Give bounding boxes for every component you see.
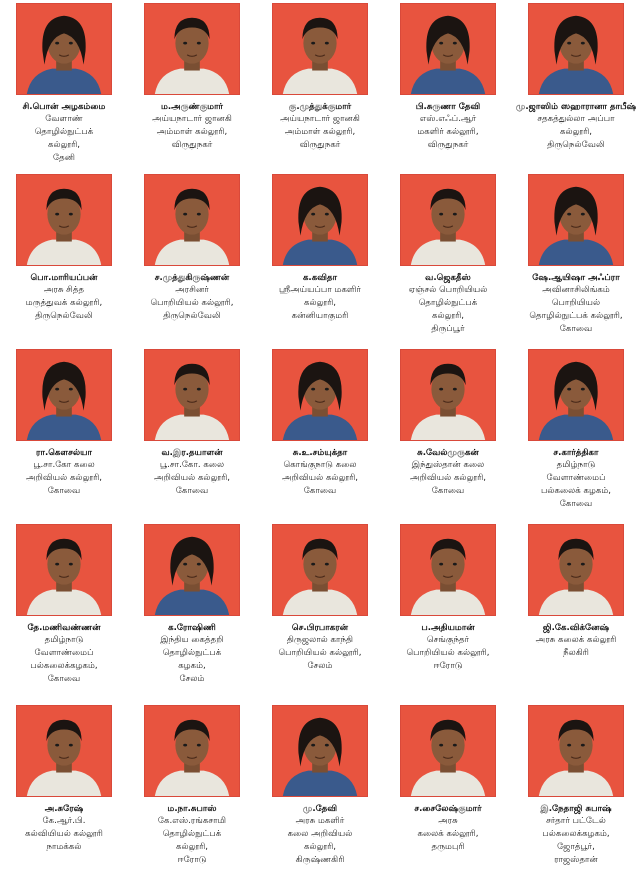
student-name: கு.முத்துக்குமார் <box>288 102 352 112</box>
student-institution-line: சேலம் <box>307 661 333 671</box>
student-institution-line: வேளாண் <box>45 114 83 124</box>
student-institution-line: வேளாண்மைப் <box>546 473 606 483</box>
student-card <box>0 346 128 521</box>
portrait-silhouette-icon <box>401 525 495 615</box>
portrait-silhouette-icon <box>145 350 239 440</box>
student-institution-line: சர்தார் பட்டேல் <box>546 816 606 826</box>
student-name: ப.அதியமான் <box>421 623 475 633</box>
student-institution-line: கோவை <box>303 486 337 496</box>
portrait-silhouette-icon <box>17 4 111 94</box>
student-photo <box>144 174 240 266</box>
portrait-silhouette-icon <box>401 706 495 796</box>
student-card <box>512 171 640 346</box>
student-photo <box>400 174 496 266</box>
student-photo <box>528 705 624 797</box>
student-photo <box>144 3 240 95</box>
student-institution-line: அறிவியல் கல்லூரி, <box>153 473 231 483</box>
student-card <box>128 0 256 171</box>
student-card <box>128 171 256 346</box>
student-photo <box>16 705 112 797</box>
student-institution-line: அறிவியல் கல்லூரி, <box>25 473 103 483</box>
student-photo <box>272 3 368 95</box>
student-institution-line: இந்திய கைத்தறி <box>160 635 224 645</box>
student-institution-line: அம்மாள் கல்லூரி, <box>156 127 228 137</box>
student-institution-line: திருநெல்வேலி <box>547 140 605 150</box>
student-name: ச.சைலேஷ்குமார் <box>414 804 482 814</box>
student-institution-line: எஸ்.எஃப்.ஆர் <box>419 114 477 124</box>
student-photo <box>528 174 624 266</box>
student-card <box>256 0 384 171</box>
student-institution-line: பல்கலைக்கழகம், <box>542 829 610 839</box>
student-photo <box>272 705 368 797</box>
student-institution-line: அறிவியல் கல்லூரி, <box>281 473 359 483</box>
student-institution-line: கல்லூரி, <box>303 298 337 308</box>
student-institution-line: ஈரோடு <box>177 855 207 865</box>
student-card <box>128 521 256 702</box>
student-institution-line: அரசினர் <box>175 285 209 295</box>
portrait-silhouette-icon <box>273 350 367 440</box>
student-photo <box>400 524 496 616</box>
student-institution-line: அவினாசிலிங்கம் <box>542 285 610 295</box>
portrait-silhouette-icon <box>145 525 239 615</box>
student-card <box>256 521 384 702</box>
student-institution-line: கோவை <box>175 486 209 496</box>
student-name: ஷே.ஆயிஷா அஃப்ரா <box>532 273 620 283</box>
student-institution-line: பொறியியல் கல்லூரி, <box>406 648 490 658</box>
student-institution-line: விருதுநகர் <box>427 140 469 150</box>
student-institution-line: திருஜலால் காந்தி <box>286 635 354 645</box>
student-institution-line: தமிழ்நாடு <box>556 460 596 470</box>
student-card <box>256 171 384 346</box>
student-institution-line: கல்லூரி, <box>47 140 81 150</box>
student-institution-line: தேனி <box>53 153 75 163</box>
student-institution-line: கழகம், <box>178 661 206 671</box>
student-photo <box>16 3 112 95</box>
student-name: ஜி.கே.விக்னேஷ் <box>542 623 610 633</box>
student-institution-line: அரசு மகளிர் <box>295 816 345 826</box>
student-name: ச.கார்த்திகா <box>553 448 599 458</box>
portrait-silhouette-icon <box>17 525 111 615</box>
student-institution-line: அரசு <box>438 816 458 826</box>
student-institution-line: கல்லூரி, <box>303 842 337 852</box>
student-card <box>0 521 128 702</box>
student-card <box>384 521 512 702</box>
student-institution-line: விருதுநகர் <box>171 140 213 150</box>
student-card <box>512 702 640 876</box>
student-institution-line: பொறியியல் கல்லூரி, <box>278 648 362 658</box>
student-institution-line: திருநெல்வேலி <box>163 311 221 321</box>
student-institution-line: ராஜஸ்தான் <box>554 855 598 865</box>
student-institution-line: ஈரோடு <box>433 661 463 671</box>
portrait-silhouette-icon <box>529 350 623 440</box>
student-name: வ.இர.தயாளன் <box>161 448 223 458</box>
student-photo <box>144 705 240 797</box>
student-institution-line: விருதுநகர் <box>299 140 341 150</box>
portrait-silhouette-icon <box>529 706 623 796</box>
student-card <box>256 702 384 876</box>
portrait-silhouette-icon <box>529 525 623 615</box>
student-institution-line: கே.எஸ்.ரங்கசாமி <box>157 816 227 826</box>
student-card <box>0 0 128 171</box>
portrait-silhouette-icon <box>273 4 367 94</box>
student-name: செ.பிரபாகரன் <box>291 623 349 633</box>
student-institution-line: கே.ஆர்.பி. <box>42 816 86 826</box>
student-name: க.கவிதா <box>302 273 338 283</box>
student-institution-line: மருத்துவக் கல்லூரி, <box>25 298 103 308</box>
student-photo <box>528 3 624 95</box>
student-institution-line: சதகத்துல்லா அப்பா <box>537 114 615 124</box>
student-name: தே.மணிவண்ணன் <box>27 623 101 633</box>
student-card <box>384 702 512 876</box>
student-institution-line: அய்யநாடார் ஜானகி <box>280 114 360 124</box>
student-institution-line: நாமக்கல் <box>46 842 82 852</box>
student-name: சு.வேல்முருகன் <box>417 448 479 458</box>
student-photo <box>272 174 368 266</box>
student-institution-line: கொங்குநாடு கலை <box>283 460 357 470</box>
student-name: வ.ஜெகதீஸ் <box>425 273 471 283</box>
student-institution-line: தொழில்நுட்பக் <box>34 127 94 137</box>
student-institution-line: பொறியியல் <box>551 298 601 308</box>
student-photo <box>144 349 240 441</box>
student-card <box>384 346 512 521</box>
student-name: ம.நா.சுபாஸ் <box>167 804 217 814</box>
student-institution-line: கன்னியாகுமரி <box>291 311 349 321</box>
student-institution-line: கோவை <box>47 674 81 684</box>
student-institution-line: வேளாண்மைப் <box>34 648 94 658</box>
student-institution-line: அம்மாள் கல்லூரி, <box>284 127 356 137</box>
student-photo <box>16 349 112 441</box>
student-card <box>512 521 640 702</box>
student-photo <box>400 349 496 441</box>
student-institution-line: அய்யநாடார் ஜானகி <box>152 114 232 124</box>
student-name: க.ரோஷிணி <box>168 623 216 633</box>
student-institution-line: நீலகிரி <box>563 648 589 658</box>
student-photo <box>400 705 496 797</box>
student-name: மு.தேவி <box>302 804 338 814</box>
student-institution-line: பூ.சா.கோ. கலை <box>159 460 225 470</box>
student-institution-line: கல்லூரி, <box>175 842 209 852</box>
portrait-silhouette-icon <box>401 350 495 440</box>
portrait-silhouette-icon <box>17 706 111 796</box>
student-institution-line: பல்கலைக்கழகம், <box>30 661 98 671</box>
portrait-silhouette-icon <box>273 175 367 265</box>
portrait-silhouette-icon <box>145 4 239 94</box>
student-card <box>512 0 640 171</box>
portrait-silhouette-icon <box>273 706 367 796</box>
student-name: ச.முத்துகிருஷ்ணன் <box>154 273 230 283</box>
student-name: சு.உ.சம்யுக்தா <box>292 448 348 458</box>
student-institution-line: தமிழ்நாடு <box>44 635 84 645</box>
portrait-silhouette-icon <box>273 525 367 615</box>
student-name: ரா.கௌசல்யா <box>36 448 92 458</box>
student-photo <box>16 174 112 266</box>
student-photo <box>400 3 496 95</box>
student-institution-line: தொழில்நுட்பக் <box>162 829 222 839</box>
student-institution-line: அரசு சித்த <box>43 285 85 295</box>
student-institution-line: மகளிர் கல்லூரி, <box>417 127 479 137</box>
student-card <box>128 702 256 876</box>
student-institution-line: பூ.சா.கோ கலை <box>33 460 95 470</box>
student-institution-line: இந்துஸ்தான் கலை <box>411 460 485 470</box>
student-photo <box>272 349 368 441</box>
student-institution-line: திருப்பூர் <box>431 324 465 334</box>
student-photo <box>272 524 368 616</box>
student-name: ம.அருண்குமார் <box>160 102 224 112</box>
student-institution-line: தொழில்நுட்பக் <box>418 298 478 308</box>
student-card <box>512 346 640 521</box>
student-photo <box>528 524 624 616</box>
student-institution-line: தொழில்நுட்பக் கல்லூரி, <box>529 311 623 321</box>
student-institution-line: அரசு கலைக் கல்லூரி <box>535 635 617 645</box>
student-card <box>0 702 128 876</box>
portrait-silhouette-icon <box>401 4 495 94</box>
student-name: இ.நேதாஜி சுபாஷ் <box>540 804 612 814</box>
student-institution-line: திருநெல்வேலி <box>35 311 93 321</box>
portrait-silhouette-icon <box>529 175 623 265</box>
student-card <box>384 0 512 171</box>
student-institution-line: கோவை <box>47 486 81 496</box>
student-name: அ.சுரேஷ் <box>44 804 84 814</box>
portrait-silhouette-icon <box>401 175 495 265</box>
student-institution-line: தருமபுரி <box>431 842 465 852</box>
student-name: பொ.மாரியப்பன் <box>30 273 98 283</box>
student-institution-line: கல்வியியல் கல்லூரி <box>25 829 103 839</box>
student-institution-line: கலைக் கல்லூரி, <box>417 829 479 839</box>
student-institution-line: ஏஞ்சல் பொறியியல் <box>408 285 488 295</box>
student-institution-line: செங்குந்தர் <box>426 635 470 645</box>
student-institution-line: பல்கலைக் கழகம், <box>540 486 612 496</box>
portrait-silhouette-icon <box>529 4 623 94</box>
student-photo <box>144 524 240 616</box>
student-card <box>384 171 512 346</box>
student-photo <box>528 349 624 441</box>
student-name: மு.ஜாஸிம் ஸஹாரானா தாபீஷ் <box>515 102 637 112</box>
student-name: சி.பொன் அழகம்மை <box>22 102 106 112</box>
student-institution-line: கோவை <box>559 499 593 509</box>
student-card <box>256 346 384 521</box>
portrait-silhouette-icon <box>17 175 111 265</box>
student-institution-line: கிருஷ்ணகிரி <box>295 855 345 865</box>
portrait-silhouette-icon <box>145 706 239 796</box>
student-institution-line: பொறியியல் கல்லூரி, <box>150 298 234 308</box>
portrait-silhouette-icon <box>145 175 239 265</box>
student-institution-line: ஜோத்பூர், <box>557 842 595 852</box>
student-photo <box>16 524 112 616</box>
student-institution-line: தொழில்நுட்பக் <box>162 648 222 658</box>
student-institution-line: கோவை <box>559 324 593 334</box>
student-institution-line: ஸ்ரீஅய்யப்பா மகளிர் <box>279 285 361 295</box>
student-institution-line: கல்லூரி, <box>431 311 465 321</box>
student-card <box>128 346 256 521</box>
student-institution-line: கல்லூரி, <box>559 127 593 137</box>
student-institution-line: கலை அறிவியல் <box>287 829 353 839</box>
student-institution-line: அறிவியல் கல்லூரி, <box>409 473 487 483</box>
student-card <box>0 171 128 346</box>
student-institution-line: சேலம் <box>179 674 205 684</box>
student-institution-line: கோவை <box>431 486 465 496</box>
student-name: பி.சுருணா தேவி <box>415 102 481 112</box>
portrait-silhouette-icon <box>17 350 111 440</box>
